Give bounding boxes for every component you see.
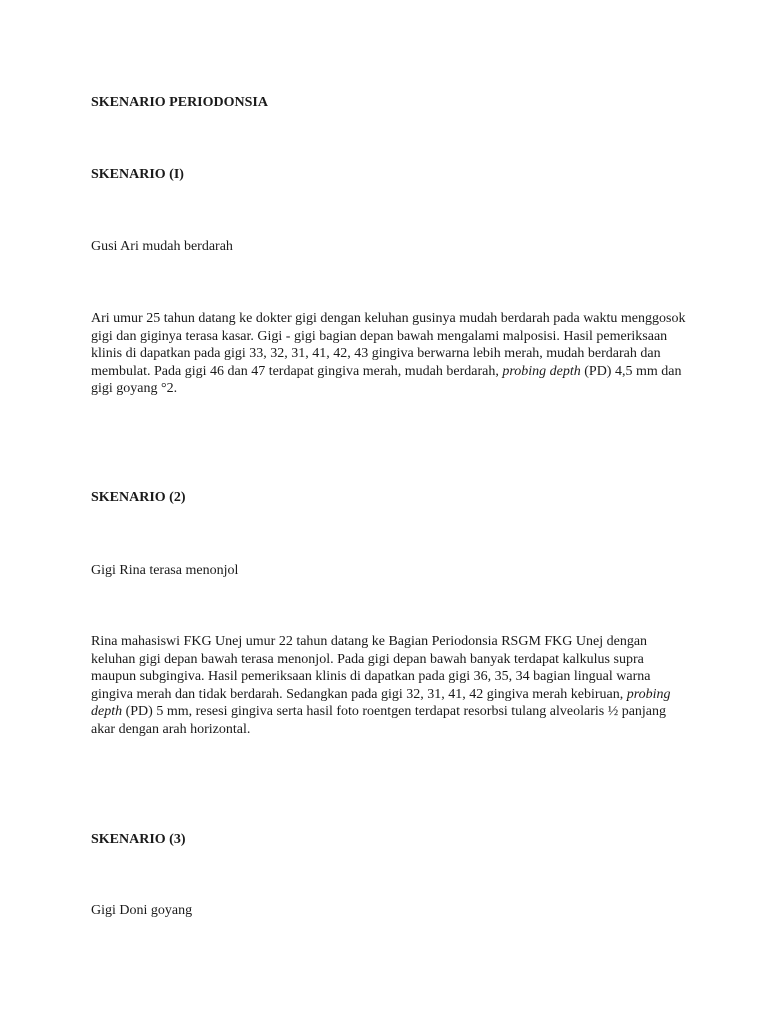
scenario-2-heading: SKENARIO (2): [91, 490, 186, 505]
scenario-2-subtitle: Gigi Rina terasa menonjol: [91, 563, 239, 578]
scenario-1-body-text-end: (PD) 4,5 mm dan gigi goyang °2.: [91, 363, 682, 396]
scenario-2-body: [91, 633, 691, 738]
scenario-1-body-text: Ari umur 25 tahun datang ke dokter gigi dengan keluhan gusinya mudah berdarah pada waktu menggosok gigi dan giginya terasa kasar. Gigi - gigi bagian depan bawah mengalami malposisi. Hasil pemeriksaan klinis di dapatkan pada gigi 33, 32, 31, 41, 42, 43 gingiva berwarna lebih merah, mudah berdarah dan membulat. Pada gigi 46 dan 47 terdapat gingiva merah, mudah berdarah,: [91, 311, 686, 379]
scenario-2-body-text: Rina mahasiswi FKG Unej umur 22 tahun datang ke Bagian Periodonsia RSGM FKG Unej dengan keluhan gigi depan bawah terasa menonjol. Pada gigi depan bawah banyak terdapat kalkulus supra maupun subgingiva. Hasil pemeriksaan klinis di dapatkan pada gigi 36, 35, 34 bagian lingual warna gingiva merah dan tidak berdarah. Sedangkan pada gigi 32, 31, 41, 42 gingiva merah kebiruan,: [91, 634, 651, 702]
document-title: SKENARIO PERIODONSIA: [91, 95, 268, 110]
scenario-1-heading: SKENARIO (I): [91, 167, 184, 182]
scenario-2-body-text-end: (PD) 5 mm, resesi gingiva serta hasil foto roentgen terdapat resorbsi tulang alveolaris ½ panjang akar dengan arah horizontal.: [91, 704, 667, 737]
scenario-1-body: [91, 310, 691, 398]
scenario-2-body-italic: probing depth: [91, 686, 671, 719]
scenario-3-subtitle: Gigi Doni goyang: [91, 903, 193, 918]
scenario-3-heading: SKENARIO (3): [91, 832, 186, 847]
scenario-1-subtitle: Gusi Ari mudah berdarah: [91, 239, 233, 254]
scenario-1-body-italic: probing depth: [502, 363, 581, 379]
